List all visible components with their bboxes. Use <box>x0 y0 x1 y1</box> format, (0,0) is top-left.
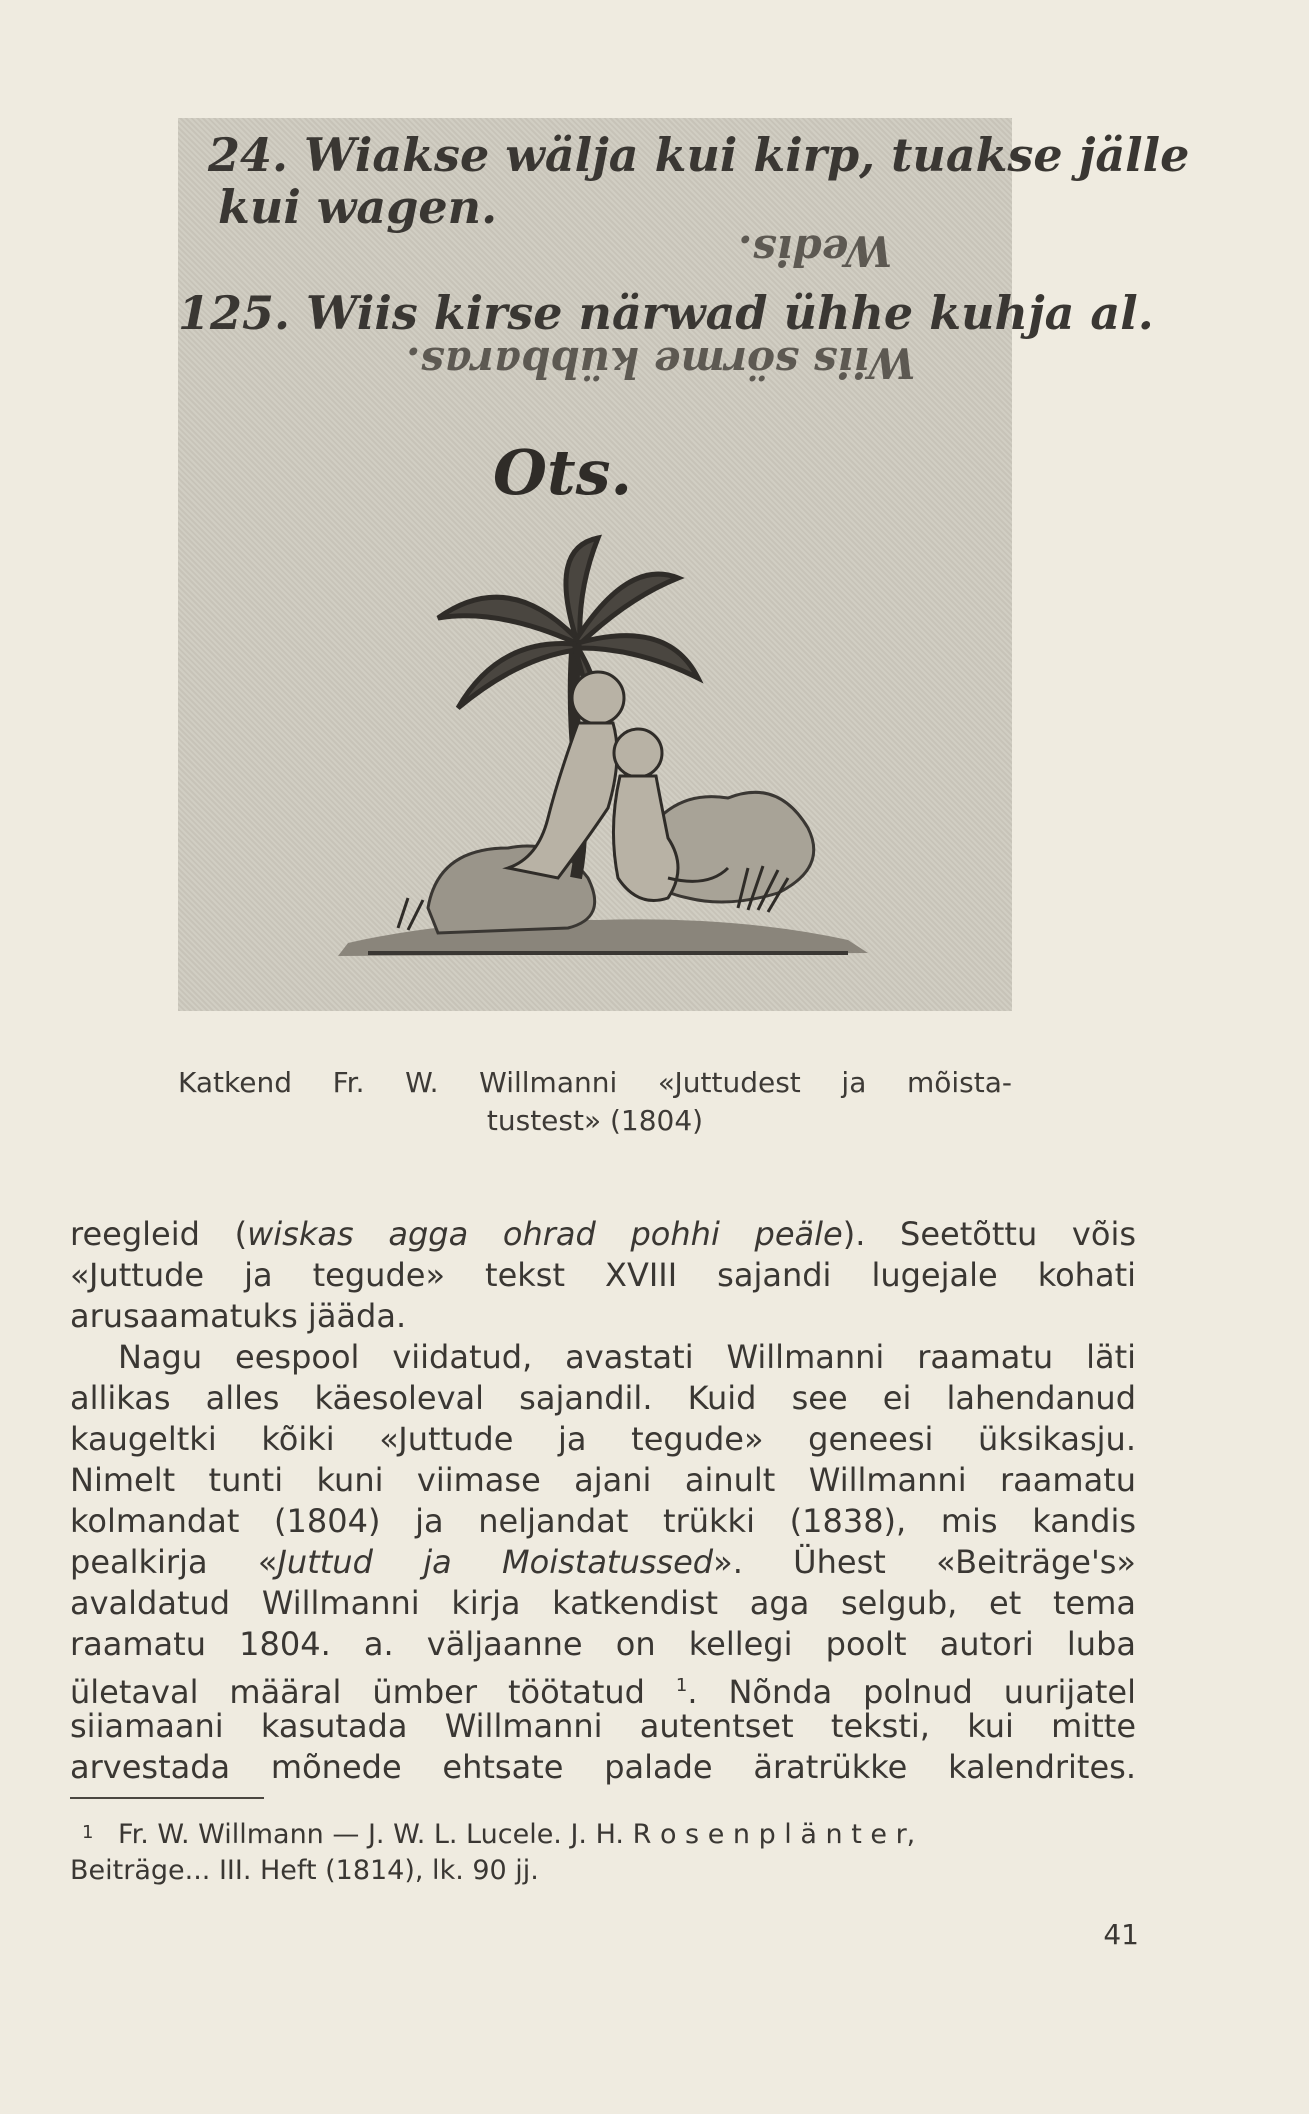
body-line-start: ületaval määral ümber töötatud <box>70 1673 645 1711</box>
plate-ots: Ots. <box>493 436 633 509</box>
woodcut-plate <box>178 118 1190 1011</box>
footnote-ref: 1 <box>675 1675 688 1696</box>
italic-title: Juttud ja Moistatussed <box>277 1543 714 1581</box>
body-line: kaugeltki kõiki «Juttude ja tegude» geneesi üksikasju. <box>70 1420 1136 1458</box>
palm-fronds <box>438 538 698 748</box>
body-line: raamatu 1804. a. väljaanne on kellegi poolt autori luba <box>70 1625 1136 1663</box>
body-line: siiamaani kasutada Willmanni autentset teksti, kui mitte <box>70 1707 1136 1745</box>
page-number: 41 <box>1103 1918 1139 1951</box>
body-line: allikas alles käesoleval sajandil. Kuid see ei lahendanud <box>70 1379 1136 1417</box>
body-line: Nagu eespool viidatud, avastati Willmanni raamatu läti <box>118 1338 1136 1376</box>
footnote-text-1: Fr. W. Willmann — J. W. L. Lucele. J. H. R o s e n p l ä n t e r, <box>118 1819 916 1850</box>
plate-answer-1: Wedis. <box>738 226 893 275</box>
body-line: avaldatud Willmanni kirja katkendist aga selgub, et tema <box>70 1584 1136 1622</box>
body-line: arusaamatuks jääda. <box>70 1297 407 1335</box>
body-line: pealkirja «Juttud ja Moistatussed». Ühest «Beiträge's» <box>70 1543 1137 1581</box>
plate-answer-2: Wiis sörme kübbaras. <box>406 338 916 387</box>
footnote-rule <box>70 1797 264 1799</box>
plate-line-2: kui wagen. <box>218 180 498 234</box>
body-line: kolmandat (1804) ja neljandat trükki (1838), mis kandis <box>70 1502 1136 1540</box>
plate-line-1: 24. Wiakse wälja kui kirp, tuakse jälle <box>208 128 1190 182</box>
ground <box>338 919 868 956</box>
caption-line-1: Katkend Fr. W. Willmanni «Juttudest ja mõista- <box>178 1066 1012 1099</box>
footnote-line-1 <box>82 1817 1136 1853</box>
figure-caption <box>178 1064 1012 1140</box>
italic-quote: wiskas agga ohrad pohhi peäle <box>247 1215 843 1253</box>
body-line-tail: . Nõnda polnud uurijatel <box>687 1673 1137 1711</box>
body-line: «Juttude ja tegude» tekst XVIII sajandi lugejale kohati <box>70 1256 1136 1294</box>
footnote-line-2: Beiträge... III. Heft (1814), lk. 90 jj. <box>70 1855 539 1886</box>
palm-vignette-illustration <box>308 548 888 978</box>
body-line: arvestada mõnede ehtsate palade äratrükke kalendrites. <box>70 1748 1136 1786</box>
plate-line-3: 125. Wiis kirse närwad ühhe kuhja al. <box>178 286 1154 340</box>
body-line: Nimelt tunti kuni viimase ajani ainult Willmanni raamatu <box>70 1461 1136 1499</box>
body-line: reegleid (wiskas agga ohrad pohhi peäle). Seetõttu võis <box>70 1215 1136 1253</box>
caption-line-2: tustest» (1804) <box>486 1104 704 1137</box>
footnote-marker: 1 <box>82 1822 94 1843</box>
